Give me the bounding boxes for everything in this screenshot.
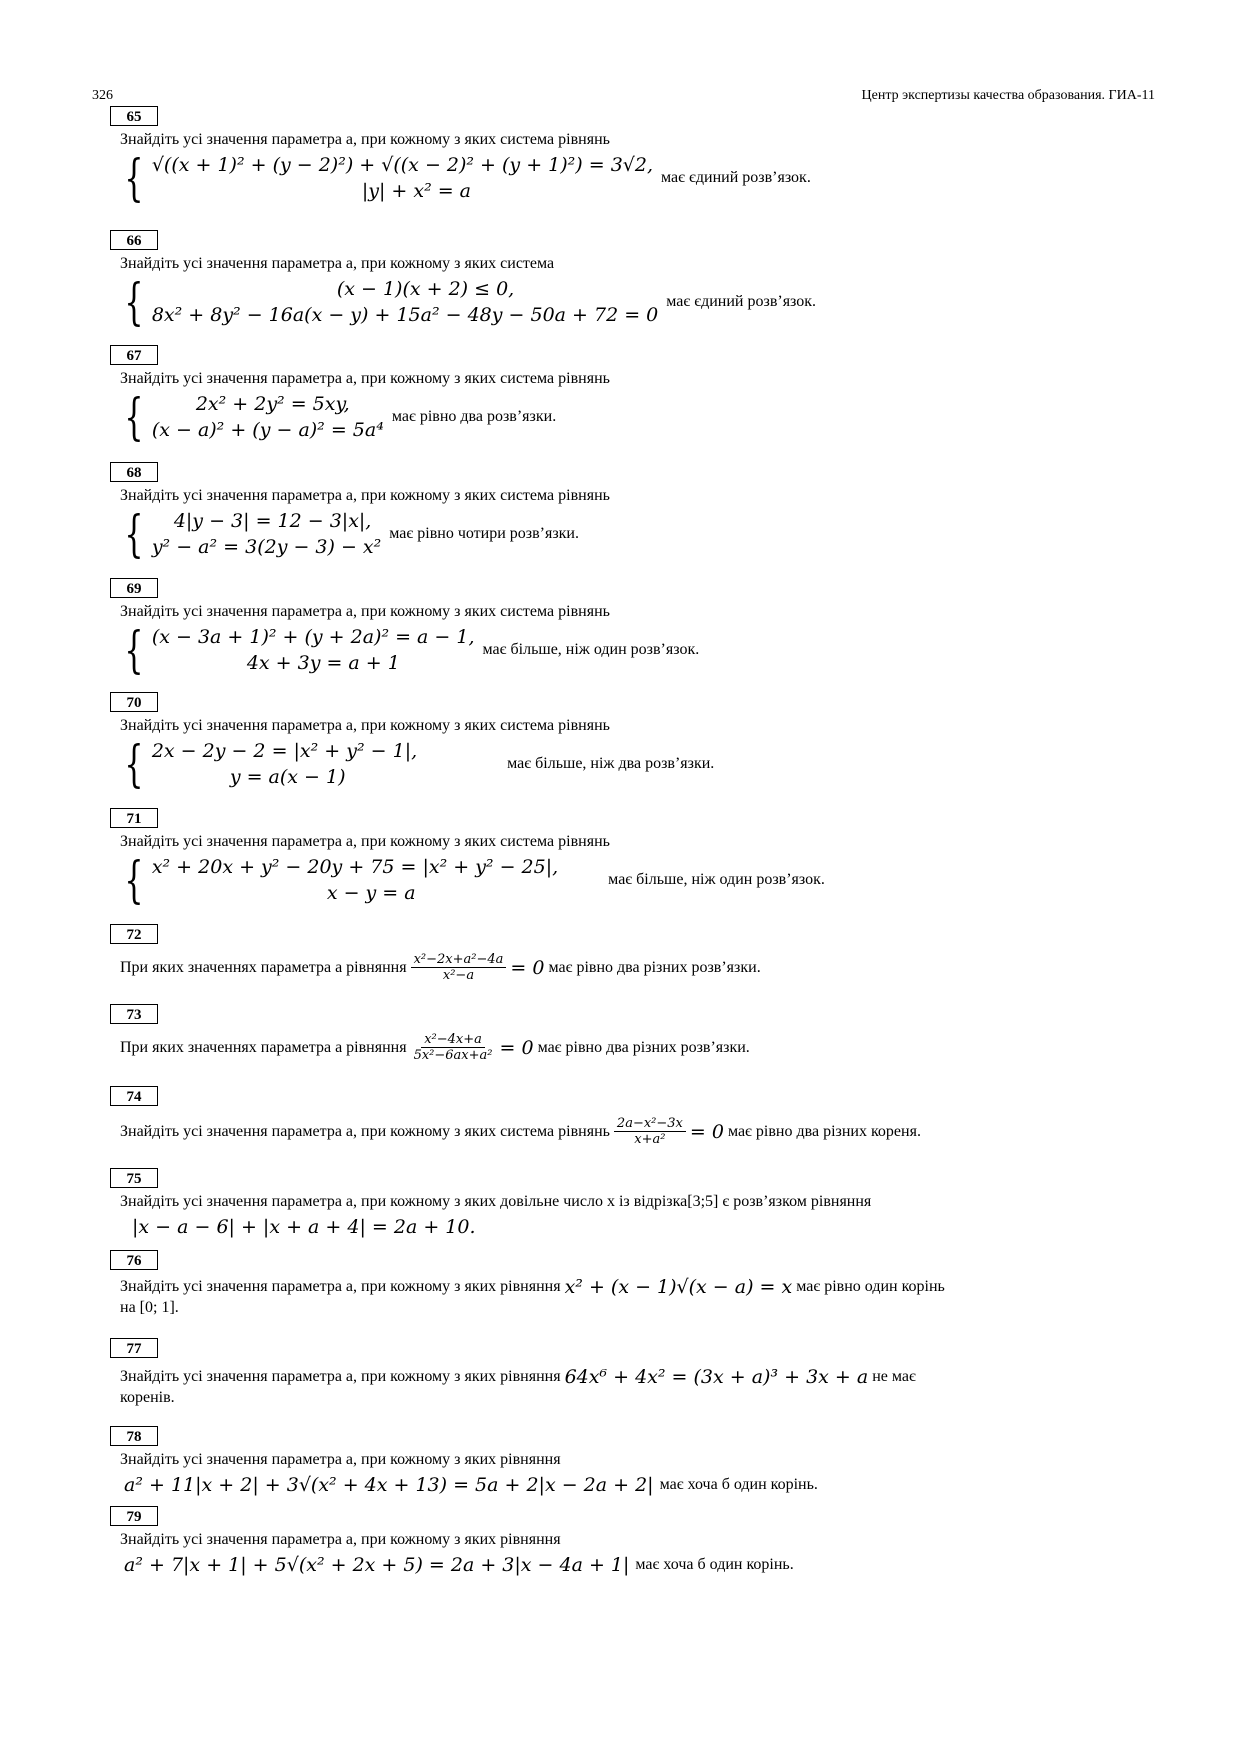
problem-condition: має хоча б один корінь. xyxy=(635,1556,794,1573)
problem-69 xyxy=(108,578,1158,679)
problem-66 xyxy=(108,230,1158,331)
brace-icon: { xyxy=(124,621,144,679)
page-number: 326 xyxy=(92,88,113,103)
problem-statement: Знайдіть усі значення параметра a, при кожному з яких рівняння xyxy=(120,1278,561,1295)
problem-statement: Знайдіть усі значення параметра a, при кожному з яких система рівнянь xyxy=(120,370,610,387)
problem-number: 74 xyxy=(110,1086,158,1106)
equation: a² + 11|x + 2| + 3√(x² + 4x + 13) = 5a + 2|x − 2a + 2| xyxy=(124,1474,654,1496)
problem-condition: не має xyxy=(872,1368,916,1385)
problem-76 xyxy=(108,1250,1158,1318)
brace-icon: { xyxy=(124,851,144,909)
problem-71 xyxy=(108,808,1158,909)
problem-number: 79 xyxy=(110,1506,158,1526)
problem-condition: має єдиний розв’язок. xyxy=(661,169,811,186)
problem-condition: має більше, ніж один розв’язок. xyxy=(482,641,700,658)
equation-rhs: = 0 xyxy=(499,1036,534,1059)
problem-statement: Знайдіть усі значення параметра a, при кожному з яких рівняння xyxy=(120,1451,561,1468)
system-line-2: x − y = a xyxy=(326,882,416,904)
fraction xyxy=(614,1116,686,1147)
problem-statement: Знайдіть усі значення параметра a, при кожному з яких система рівнянь xyxy=(120,131,610,148)
brace-icon: { xyxy=(124,273,144,331)
problem-statement: При яких значеннях параметра a рівняння xyxy=(120,958,407,976)
equation-rhs: = 0 xyxy=(689,1120,724,1143)
page-header-title: Центр экспертизы качества образования. ГИА-11 xyxy=(861,88,1155,103)
problem-statement: Знайдіть усі значення параметра a, при кожному з яких система xyxy=(120,255,555,272)
problem-condition-line-2: на [0; 1]. xyxy=(120,1299,179,1316)
problem-condition: має більше, ніж два розв’язки. xyxy=(507,755,715,772)
problem-number: 66 xyxy=(110,230,158,250)
problem-number: 73 xyxy=(110,1004,158,1024)
problem-79 xyxy=(108,1506,1158,1576)
system-line-1: x² + 20x + y² − 20y + 75 = |x² + y² − 25|, xyxy=(151,856,559,878)
problem-statement: Знайдіть усі значення параметра a, при кожному з яких система рівнянь xyxy=(120,487,610,504)
brace-icon: { xyxy=(124,735,144,793)
fraction-denominator: x+a² xyxy=(634,1132,666,1147)
equation: x² + (x − 1)√(x − a) = x xyxy=(564,1276,793,1298)
problem-74 xyxy=(108,1086,1158,1147)
problem-statement: При яких значеннях параметра a рівняння xyxy=(120,1038,407,1056)
problem-number: 71 xyxy=(110,808,158,828)
problem-number: 78 xyxy=(110,1426,158,1446)
brace-icon: { xyxy=(124,505,144,563)
problem-number: 67 xyxy=(110,345,158,365)
fraction-denominator: 5x²−6ax+a² xyxy=(413,1048,493,1063)
system-line-2: 4x + 3y = a + 1 xyxy=(246,652,400,674)
problem-number: 72 xyxy=(110,924,158,944)
problem-number: 75 xyxy=(110,1168,158,1188)
brace-icon: { xyxy=(124,388,144,446)
problem-statement: Знайдіть усі значення параметра a, при кожному з яких рівняння xyxy=(120,1531,561,1548)
problem-number: 70 xyxy=(110,692,158,712)
problem-condition: має рівно два розв’язки. xyxy=(391,408,557,425)
brace-icon: { xyxy=(124,149,144,207)
problem-68 xyxy=(108,462,1158,563)
system-line-2: y = a(x − 1) xyxy=(229,766,346,788)
system-line-2: y² − a² = 3(2y − 3) − x² xyxy=(151,536,382,558)
problem-73 xyxy=(108,1004,1158,1063)
system-line-1: 2x − 2y − 2 = |x² + y² − 1|, xyxy=(151,740,418,762)
problem-condition: має рівно два різних кореня. xyxy=(727,1122,921,1140)
fraction-numerator: x²−4x+a xyxy=(421,1032,485,1048)
fraction-numerator: x²−2x+a²−4a xyxy=(411,952,507,968)
system-line-1: (x − 1)(x + 2) ≤ 0, xyxy=(336,278,515,300)
problem-condition: має єдиний розв’язок. xyxy=(666,293,817,310)
problem-condition: має більше, ніж один розв’язок. xyxy=(608,871,825,888)
problem-65 xyxy=(108,106,1158,207)
system-line-2: 8x² + 8y² − 16a(x − y) + 15a² − 48y − 50a + 72 = 0 xyxy=(151,304,659,326)
problem-number: 69 xyxy=(110,578,158,598)
system-line-2: (x − a)² + (y − a)² = 5a⁴ xyxy=(151,419,384,441)
problem-statement: Знайдіть усі значення параметра a, при кожному з яких рівняння xyxy=(120,1368,561,1385)
system-line-1: 2x² + 2y² = 5xy, xyxy=(195,393,350,415)
problem-statement: Знайдіть усі значення параметра a, при кожному з яких система рівнянь xyxy=(120,833,610,850)
problem-condition: має рівно два різних розв’язки. xyxy=(548,958,761,976)
equation: 64x⁶ + 4x² = (3x + a)³ + 3x + a xyxy=(564,1366,869,1388)
problem-condition: має рівно два різних розв’язки. xyxy=(537,1038,750,1056)
problem-condition: має рівно один корінь xyxy=(796,1278,945,1295)
equation: |x − a − 6| + |x + a + 4| = 2a + 10. xyxy=(132,1216,476,1238)
problem-condition-line-2: коренів. xyxy=(120,1389,175,1406)
problem-72 xyxy=(108,924,1158,983)
problem-number: 65 xyxy=(110,106,158,126)
system-line-1: 4|y − 3| = 12 − 3|x|, xyxy=(173,510,372,532)
problem-number: 77 xyxy=(110,1338,158,1358)
problem-number: 68 xyxy=(110,462,158,482)
problem-condition: має рівно чотири розв’язки. xyxy=(389,525,579,542)
problem-statement: Знайдіть усі значення параметра a, при кожному з яких система рівнянь xyxy=(120,717,610,734)
equation: a² + 7|x + 1| + 5√(x² + 2x + 5) = 2a + 3|x − 4a + 1| xyxy=(124,1554,630,1576)
fraction xyxy=(411,1032,496,1063)
system-line-2: |y| + x² = a xyxy=(361,180,472,202)
problem-statement: Знайдіть усі значення параметра a, при кожному з яких система рівнянь xyxy=(120,603,610,620)
problem-number: 76 xyxy=(110,1250,158,1270)
problem-statement: Знайдіть усі значення параметра a, при кожному з яких довільне число x із відрізка[3;5] є розв’язком рівняння xyxy=(120,1193,872,1210)
problem-condition: має хоча б один корінь. xyxy=(659,1476,818,1493)
fraction xyxy=(411,952,507,983)
system-line-1: (x − 3a + 1)² + (y + 2a)² = a − 1, xyxy=(151,626,475,648)
problem-77 xyxy=(108,1338,1158,1408)
problem-75 xyxy=(108,1168,1158,1238)
equation-rhs: = 0 xyxy=(510,956,545,979)
problem-78 xyxy=(108,1426,1158,1496)
problem-67 xyxy=(108,345,1158,446)
fraction-numerator: 2a−x²−3x xyxy=(614,1116,686,1132)
problem-statement: Знайдіть усі значення параметра a, при кожному з яких система рівнянь xyxy=(120,1122,610,1140)
problem-70 xyxy=(108,692,1158,793)
system-line-1: √((x + 1)² + (y − 2)²) + √((x − 2)² + (y + 1)²) = 3√2, xyxy=(151,154,654,176)
fraction-denominator: x²−a xyxy=(442,968,475,983)
